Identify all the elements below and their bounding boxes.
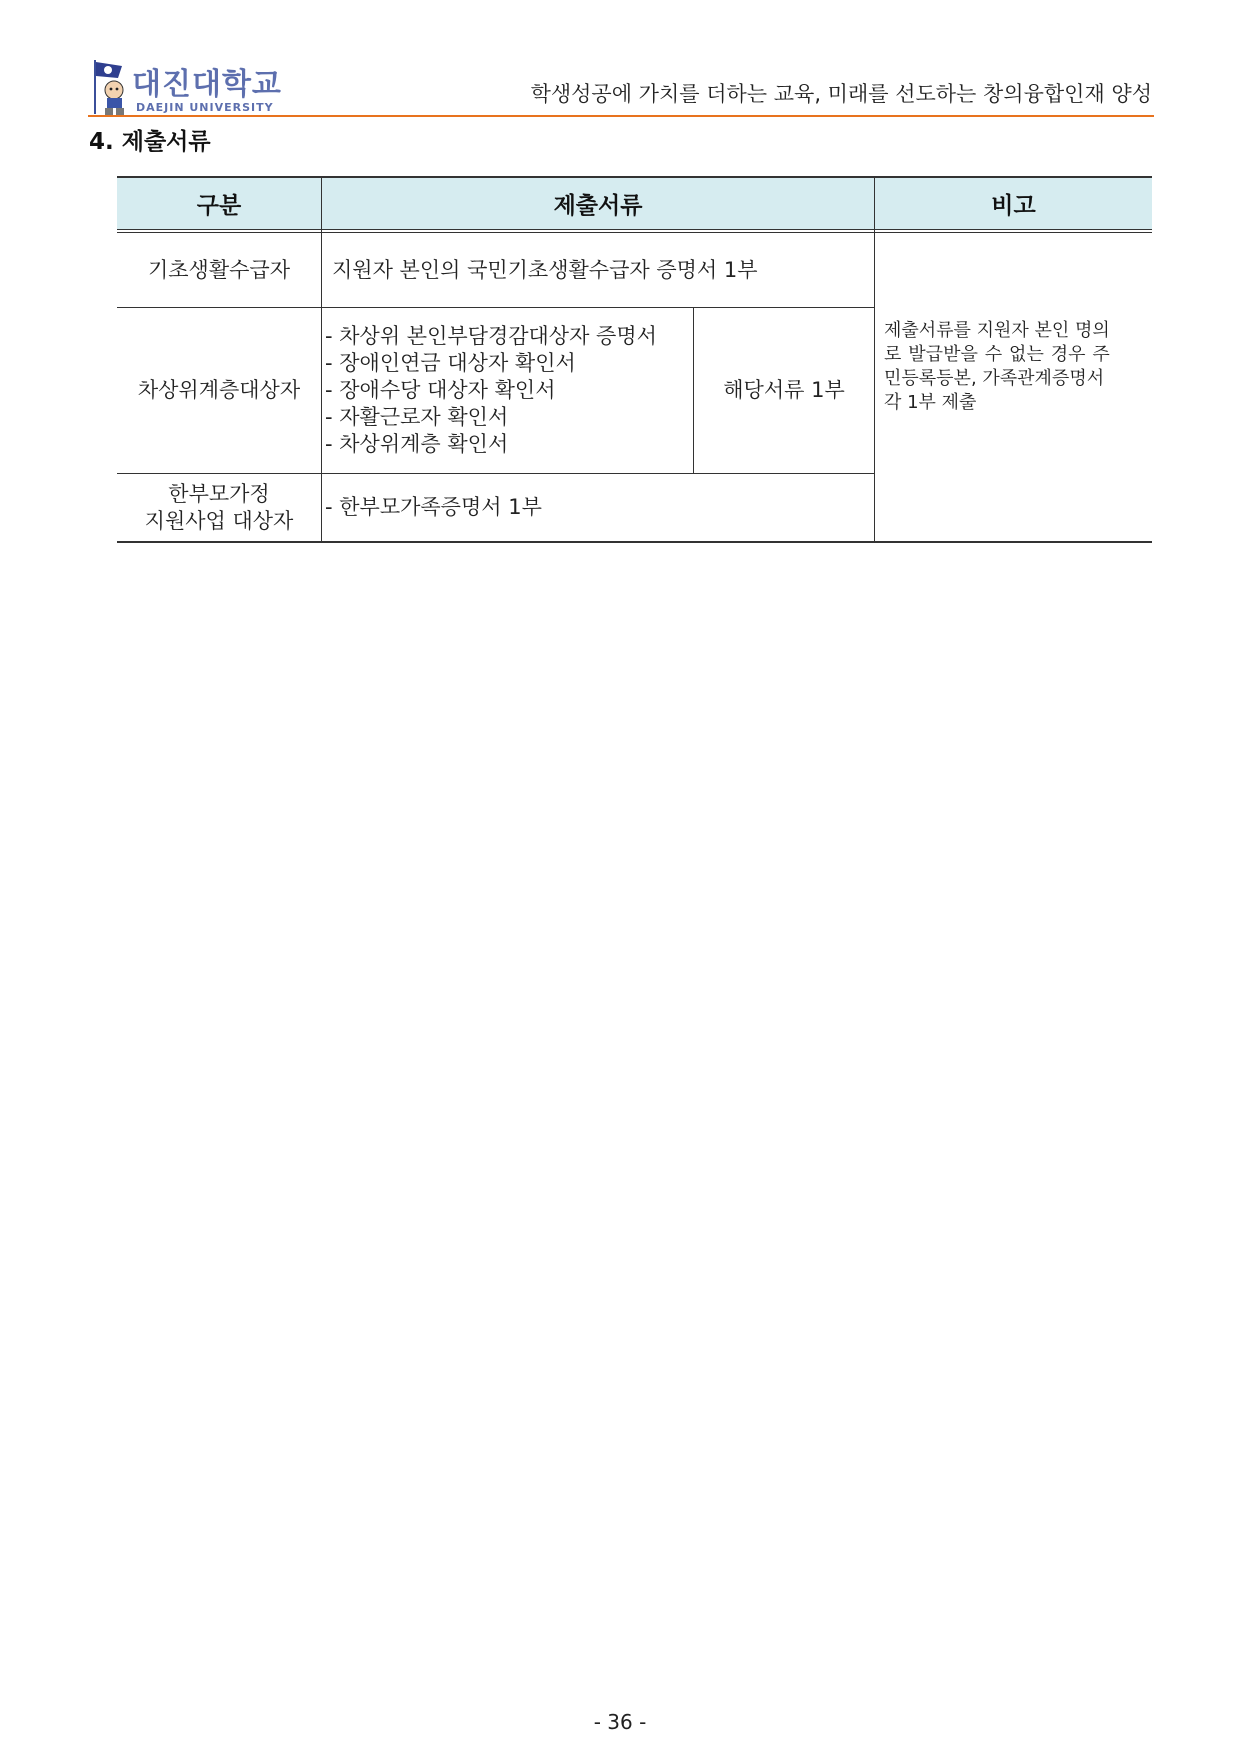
document-list xyxy=(325,323,657,458)
table-bottom-rule xyxy=(117,541,1152,543)
header-double-rule-top xyxy=(117,229,1152,230)
column-header xyxy=(875,178,1152,229)
university-logo xyxy=(88,58,288,116)
column-header-label: 제출서류 xyxy=(553,193,643,219)
table-cell-documents: - 한부모가족증명서 1부 xyxy=(325,495,542,519)
column-header xyxy=(117,178,321,229)
table-cell-documents xyxy=(322,308,693,473)
table-cell-quantity: 해당서류 1부 xyxy=(723,378,845,402)
table-cell-category: 한부모가정 지원사업 대상자 xyxy=(144,481,294,533)
header-slogan: 학생성공에 가치를 더하는 교육, 미래를 선도하는 창의융합인재 양성 xyxy=(530,82,1152,106)
list-item: - 장애수당 대상자 확인서 xyxy=(325,377,657,404)
column-header-label: 구분 xyxy=(196,193,242,219)
column-header-label: 비고 xyxy=(991,193,1036,219)
page-header xyxy=(88,52,1154,118)
list-item: - 자활근로자 확인서 xyxy=(325,404,657,431)
table-cell-category: 차상위계층대상자 xyxy=(137,378,301,402)
table-cell-category: 기초생활수급자 xyxy=(147,257,290,282)
section-title: 4. 제출서류 xyxy=(89,129,211,155)
table-cell-documents: 지원자 본인의 국민기초생활수급자 증명서 1부 xyxy=(332,257,758,282)
list-item: - 차상위계층 확인서 xyxy=(325,431,657,458)
documents-table xyxy=(117,176,1152,544)
list-item: - 차상위 본인부담경감대상자 증명서 xyxy=(325,323,657,350)
remark-text: 제출서류를 지원자 본인 명의 로 발급받을 수 없는 경우 주 민등록등본, 가족관계증명서 각 1부 제출 xyxy=(884,320,1110,413)
list-item: - 장애인연금 대상자 확인서 xyxy=(325,350,657,377)
logo-name: 대진대학교 xyxy=(132,67,282,102)
table-cell-remark xyxy=(875,233,1152,541)
page-number: - 36 - xyxy=(593,1710,647,1734)
mascot-flag-icon xyxy=(88,58,134,116)
column-header xyxy=(322,178,874,229)
logo-subtext: DAEJIN UNIVERSITY xyxy=(136,101,274,114)
header-divider xyxy=(88,115,1154,117)
